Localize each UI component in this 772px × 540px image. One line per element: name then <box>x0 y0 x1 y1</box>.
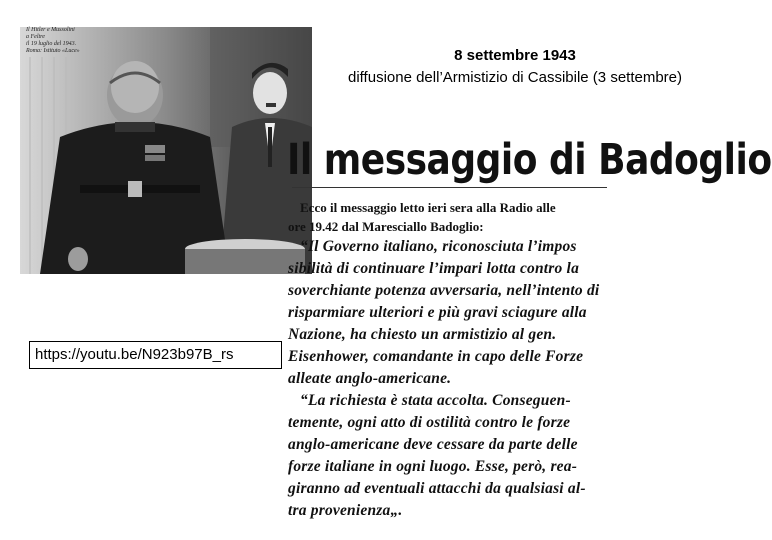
photo-caption-line: Il Hitler e Mussolini <box>26 27 75 33</box>
photo-caption-line: il 19 luglio del 1943. <box>26 41 77 47</box>
photo-caption <box>26 27 136 55</box>
article-quote-line: anglo-americane deve cessare da parte delle <box>288 436 578 453</box>
article-quote-line: alleate anglo-americane. <box>288 370 452 387</box>
article-quote-line: risparmiare ulteriori e più gravi sciagure alla <box>288 304 587 321</box>
historical-photo <box>20 27 312 274</box>
headline-divider <box>292 187 607 188</box>
slide-date-title: 8 settembre 1943 <box>454 47 576 64</box>
article-quote-line: “La richiesta è stata accolta. Conseguen- <box>300 392 571 409</box>
article-quote-line: Eisenhower, comandante in capo delle Forze <box>288 348 584 365</box>
article-quote-line: temente, ogni atto di ostilità contro le forze <box>288 414 571 431</box>
article-quote-line: forze italiane in ogni luogo. Esse, però, rea- <box>288 458 578 475</box>
newspaper-article <box>288 198 673 522</box>
article-quote-line: “Il Governo italiano, riconosciuta l’impos <box>300 238 577 255</box>
photo-caption-line: Roma: Istituto «Luce» <box>26 48 80 54</box>
photo-illustration <box>20 27 312 274</box>
video-link[interactable]: https://youtu.be/N923b97B_rs <box>29 341 282 369</box>
article-quote-line: tra provenienza„. <box>288 502 403 519</box>
slide-subtitle: diffusione dell’Armistizio di Cassibile (3 settembre) <box>347 69 683 86</box>
article-quote-line: Nazione, ha chiesto un armistizio al gen. <box>288 326 557 343</box>
article-intro-line: Ecco il messaggio letto ieri sera alla Radio alle <box>300 200 556 215</box>
article-intro-line: ore 19.42 dal Maresciallo Badoglio: <box>288 219 484 234</box>
photo-caption-line: a Feltre <box>26 34 45 40</box>
article-quote-line: sibilità di continuare l’impari lotta contro la <box>288 260 580 277</box>
article-quote-line: soverchiante potenza avversaria, nell’intento di <box>288 282 600 299</box>
article-quote-line: giranno ad eventuali attacchi da qualsiasi al- <box>288 480 586 497</box>
newspaper-headline: Il messaggio di Badoglio <box>287 136 772 185</box>
slide-title-block <box>340 45 690 89</box>
